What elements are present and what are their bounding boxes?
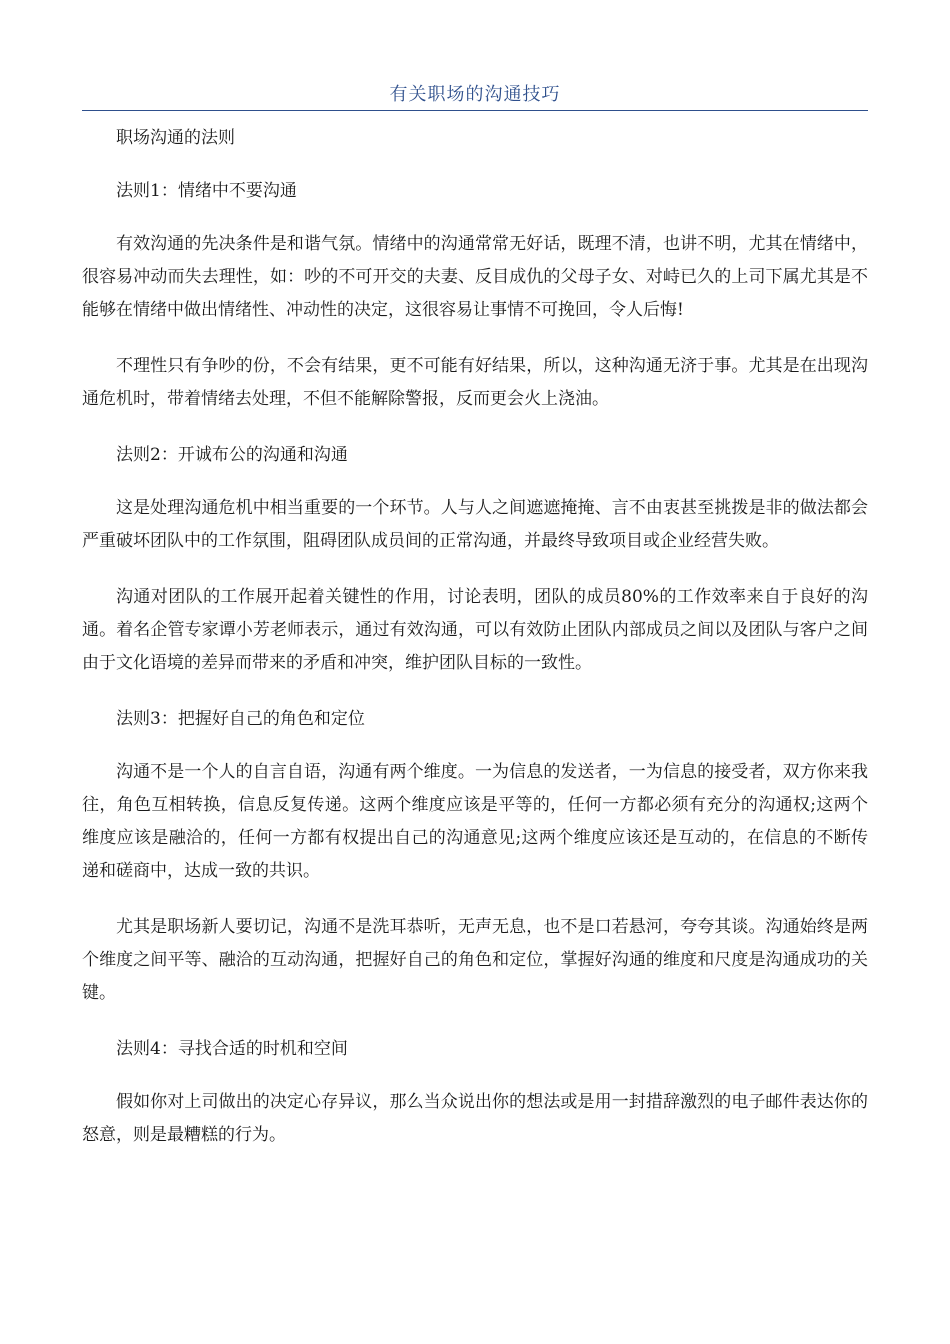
header-divider: [82, 110, 868, 111]
rule-heading-4: 法则4：寻找合适的时机和空间: [116, 1039, 348, 1059]
body-paragraph: 尤其是职场新人要切记，沟通不是洗耳恭听，无声无息，也不是口若悬河，夸夸其谈。沟通始终是两个维度之间平等、融洽的互动沟通，把握好自己的角色和定位，掌握好沟通的维度和尺度是沟通成功的关键。: [82, 917, 868, 1003]
page-title: 有关职场的沟通技巧: [389, 84, 561, 105]
rule-heading-3: 法则3：把握好自己的角色和定位: [116, 709, 365, 729]
body-paragraph: 有效沟通的先决条件是和谐气氛。情绪中的沟通常常无好话，既理不清，也讲不明，尤其在情绪中，很容易冲动而失去理性，如：吵的不可开交的夫妻、反目成仇的父母子女、对峙已久的上司下属尤其是不能够在情绪中做出情绪性、冲动性的决定，这很容易让事情不可挽回，令人后悔!: [82, 234, 868, 320]
body-paragraph: 沟通不是一个人的自言自语，沟通有两个维度。一为信息的发送者，一为信息的接受者，双方你来我往，角色互相转换，信息反复传递。这两个维度应该是平等的，任何一方都必须有充分的沟通权;这两个维度应该是融洽的，任何一方都有权提出自己的沟通意见;这两个维度应该还是互动的，在信息的不断传递和磋商中，达成一致的共识。: [82, 762, 868, 881]
section-heading: 职场沟通的法则: [116, 128, 235, 148]
body-paragraph: 不理性只有争吵的份，不会有结果，更不可能有好结果，所以，这种沟通无济于事。尤其是在出现沟通危机时，带着情绪去处理，不但不能解除警报，反而更会火上浇油。: [82, 356, 868, 409]
body-paragraph: 假如你对上司做出的决定心存异议，那么当众说出你的想法或是用一封措辞激烈的电子邮件表达你的怒意，则是最糟糕的行为。: [82, 1092, 868, 1145]
rule-heading-2: 法则2：开诚布公的沟通和沟通: [116, 445, 348, 465]
rule-heading-1: 法则1：情绪中不要沟通: [116, 181, 297, 201]
body-paragraph: 这是处理沟通危机中相当重要的一个环节。人与人之间遮遮掩掩、言不由衷甚至挑拨是非的做法都会严重破坏团队中的工作氛围，阻碍团队成员间的正常沟通，并最终导致项目或企业经营失败。: [82, 498, 868, 551]
body-paragraph: 沟通对团队的工作展开起着关键性的作用，讨论表明，团队的成员80%的工作效率来自于良好的沟通。着名企管专家谭小芳老师表示，通过有效沟通，可以有效防止团队内部成员之间以及团队与客户之间由于文化语境的差异而带来的矛盾和冲突，维护团队目标的一致性。: [82, 587, 868, 673]
document-body: [82, 122, 868, 1175]
